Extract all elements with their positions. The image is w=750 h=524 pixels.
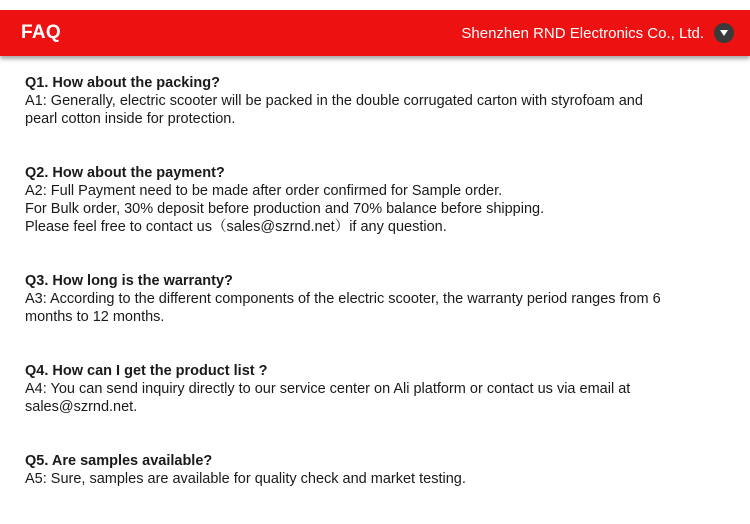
- answer-line: A1: Generally, electric scooter will be packed in the double corrugated carton with styrofoam and: [25, 93, 643, 109]
- company-name: Shenzhen RND Electronics Co., Ltd.: [461, 24, 704, 42]
- header-title: FAQ: [21, 22, 61, 43]
- answer-line: A5: Sure, samples are available for quality check and market testing.: [25, 471, 466, 487]
- question: Q5. Are samples available?: [25, 453, 213, 469]
- answer-line: pearl cotton inside for protection.: [25, 111, 236, 127]
- question: Q3. How long is the warranty?: [25, 273, 233, 289]
- answer-line: A4: You can send inquiry directly to our service center on Ali platform or contact us via email at: [25, 381, 631, 397]
- faq-list: [25, 74, 738, 524]
- faq-item: [25, 164, 738, 236]
- faq-item: [25, 452, 738, 488]
- top-spacer: [0, 0, 750, 10]
- question: Q1. How about the packing?: [25, 75, 220, 91]
- answer-line: A2: Full Payment need to be made after order confirmed for Sample order.: [25, 183, 503, 199]
- chevron-down-icon[interactable]: [714, 23, 734, 43]
- answer-line: For Bulk order, 30% deposit before production and 70% balance before shipping.: [25, 201, 545, 217]
- answer-line: A3: According to the different components of the electric scooter, the warranty period ranges from 6: [25, 291, 661, 307]
- question: Q2. How about the payment?: [25, 165, 225, 181]
- faq-item: [25, 362, 738, 416]
- faq-item: [25, 272, 738, 326]
- faq-item: [25, 74, 738, 128]
- answer-line: Please feel free to contact us（sales@szrnd.net）if any question.: [25, 219, 447, 235]
- answer-line: sales@szrnd.net.: [25, 399, 138, 415]
- answer-line: months to 12 months.: [25, 309, 165, 325]
- faq-header-bar: [0, 10, 750, 56]
- header-right: [461, 23, 734, 43]
- question: Q4. How can I get the product list ?: [25, 363, 268, 379]
